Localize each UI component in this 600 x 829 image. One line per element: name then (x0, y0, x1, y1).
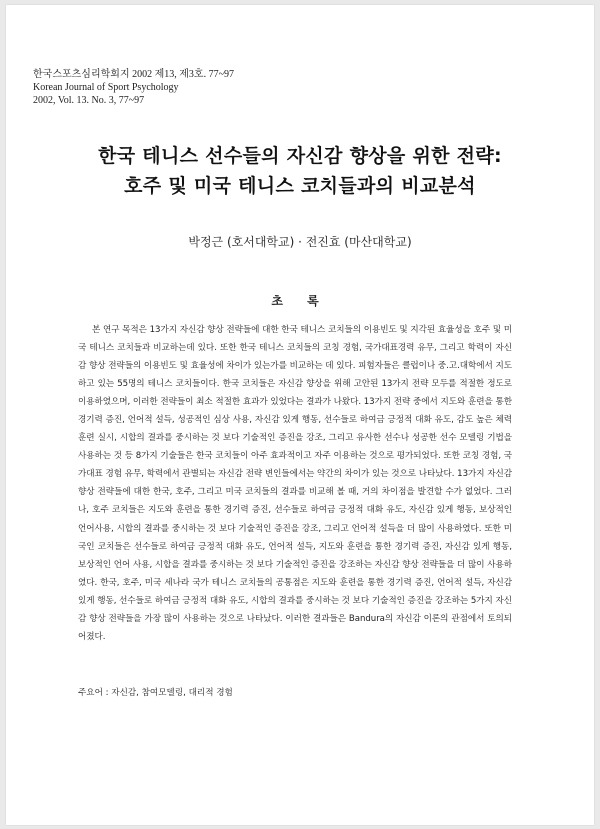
keywords: 주요어 : 자신감, 참여모델링, 대리적 경험 (78, 688, 233, 698)
journal-citation-english: Korean Journal of Sport Psychology (33, 82, 179, 93)
paper-title (0, 141, 600, 201)
paper-title-line-2: 호주 및 미국 테니스 코치들과의 비교분석 (124, 175, 476, 197)
abstract-heading: 초 록 (271, 294, 329, 308)
journal-citation-korean: 한국스포츠심리학회지 2002 제13, 제3호. 77~97 (33, 69, 234, 80)
journal-citation-volume: 2002, Vol. 13. No. 3, 77~97 (33, 95, 145, 106)
journal-citation (33, 68, 234, 107)
abstract-body: 본 연구 목적은 13가지 자신감 향상 전략들에 대한 한국 테니스 코치들의 이용빈도 및 지각된 효율성을 호주 및 미국 테니스 코치들과 비교하는데 있다. 또한 한국 테니스 코치들의 코칭 경험, 국가대표경력 유무, 그리고 학력이 자신감 향상 전략들의 이용빈도 및 효율성에 차이가 있는가를 비교하는 데 있다. 피험자들은 클럽이나 중.고.대학에서 지도하고 있는 55명의 테니스 코치들이다. 한국 코치들은 자신감 향상을 위해 고안된 13가지 전략 모두를 적절한 정도로 이용하였으며, 이러한 전략들이 최소 적절한 효과가 있었다는 결과가 나왔다. 13가지 전략 중에서 지도와 훈련을 통한 경기력 증진, 언어적 설득, 성공적인 심상 사용, 자신감 있게 행동, 선수들로 하여금 긍정적 대화 유도, 감도 높은 체력훈련 실시, 시합의 결과를 중시하는 것 보다 기술적인 증진을 강조, 그리고 유사한 선수나 성공한 선수 모델링 기법을 사용하는 것 등 8가지 기술들은 한국 코치들이 아주 효과적이고 자주 이용하는 것으로 평가되었다. 또한 코칭 경험, 국가대표 경험 유무, 학력에서 관별되는 자신감 전략 변인들에서는 약간의 차이가 있는 것으로 나타났다. 13가지 자신감 향상 전략들에 대한 한국, 호주, 그리고 미국 코치들의 결과를 비교해 볼 때, 거의 차이점을 발견할 수가 없었다. 그러나, 호주 코치들은 지도와 훈련을 통한 경기력 증진, 선수들로 하여금 긍정적 대화 유도, 자신감 있게 행동, 보상적인 언어사용, 시합의 결과를 중시하는 것 보다 기술적인 증진을 강조, 그리고 언어적 설득을 더 많이 사용하였다. 또한 미국인 코치들은 선수들로 하여금 긍정적 대화 유도, 언어적 설득, 지도와 훈련을 통한 경기력 증진, 자신감 있게 행동, 보상적인 언어 사용, 시합을 결과를 중시하는 것 보다 기술적인 증진을 강조하는 자신감 향상 전략들을 더 많이 사용하였다. 한국, 호주, 미국 세나라 국가 테니스 코치들의 공통점은 지도와 훈련을 통한 경기력 증진, 언어적 설득, 자신감 있게 행동, 선수들로 하여금 긍정적 대화 유도, 시합의 결과를 중시하는 것 보다 기술적인 증진을 강조하는 5가지 자신감 향상 전략들을 가장 많이 사용하는 것으로 나타났다. 이러한 결과들은 Bandura의 자신감 이론의 관점에서 토의되어졌다. (78, 325, 512, 642)
paper-title-line-1: 한국 테니스 선수들의 자신감 향상을 위한 전략: (98, 145, 502, 167)
author-line: 박정근 (호서대학교) · 전진효 (마산대학교) (188, 235, 412, 249)
